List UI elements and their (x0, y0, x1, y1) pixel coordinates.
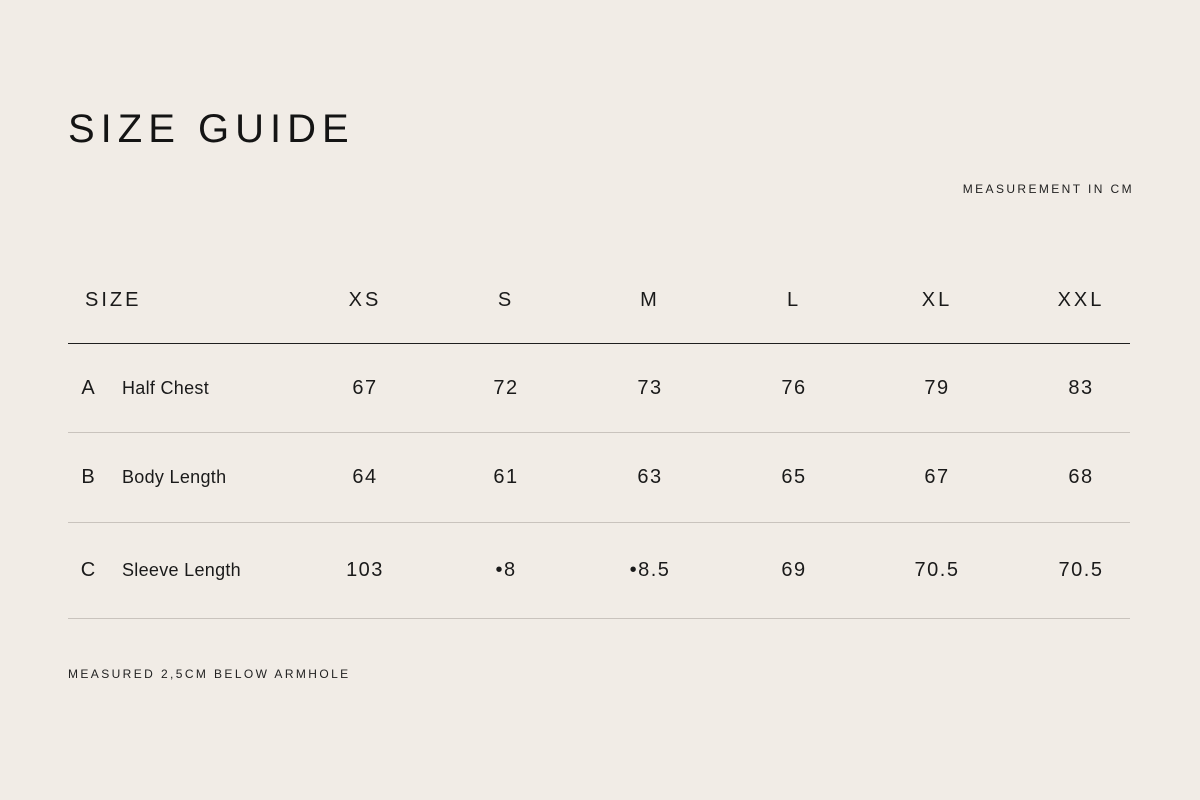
row-letter: A (81, 376, 95, 399)
row-letter: B (81, 466, 95, 488)
page-title: SIZE GUIDE (68, 107, 355, 151)
value-cell: 83 (1068, 376, 1094, 399)
size-header-xl: XL (921, 289, 953, 311)
value-cell: •8.5 (629, 559, 671, 581)
measurement-footnote: MEASURED 2,5CM BELOW ARMHOLE (68, 667, 351, 681)
table-row-sleeve-length (68, 523, 1130, 619)
measurement-name: Sleeve Length (122, 560, 241, 580)
size-table (68, 258, 1130, 619)
value-cell: 67 (352, 376, 378, 399)
size-header-xs: XS (348, 289, 382, 311)
size-header-xxl: XXL (1057, 289, 1105, 311)
size-header-s: S (497, 289, 515, 311)
table-row-half-chest (68, 344, 1130, 433)
value-cell: 64 (352, 466, 378, 488)
value-cell: 68 (1068, 466, 1094, 488)
value-cell: 70.5 (1058, 559, 1104, 581)
value-cell: 76 (781, 376, 807, 399)
table-header-row (68, 258, 1130, 344)
size-header-l: L (786, 289, 802, 311)
row-letter: C (80, 559, 96, 581)
value-cell: 61 (493, 466, 519, 488)
size-column-header: SIZE (85, 289, 142, 311)
value-cell: 103 (346, 559, 384, 581)
value-cell: 70.5 (914, 559, 960, 581)
measurement-name: Body Length (122, 467, 227, 487)
table-row-body-length (68, 433, 1130, 523)
value-cell: 73 (637, 376, 663, 399)
value-cell: 63 (637, 466, 663, 488)
value-cell: 67 (924, 466, 950, 488)
value-cell: 69 (781, 559, 807, 581)
value-cell: 72 (493, 376, 519, 399)
measurement-unit-note: MEASUREMENT IN CM (962, 182, 1134, 196)
value-cell: •8 (495, 559, 517, 581)
measurement-name: Half Chest (122, 377, 210, 398)
size-header-m: M (640, 289, 660, 311)
value-cell: 65 (781, 466, 807, 488)
value-cell: 79 (924, 376, 950, 399)
